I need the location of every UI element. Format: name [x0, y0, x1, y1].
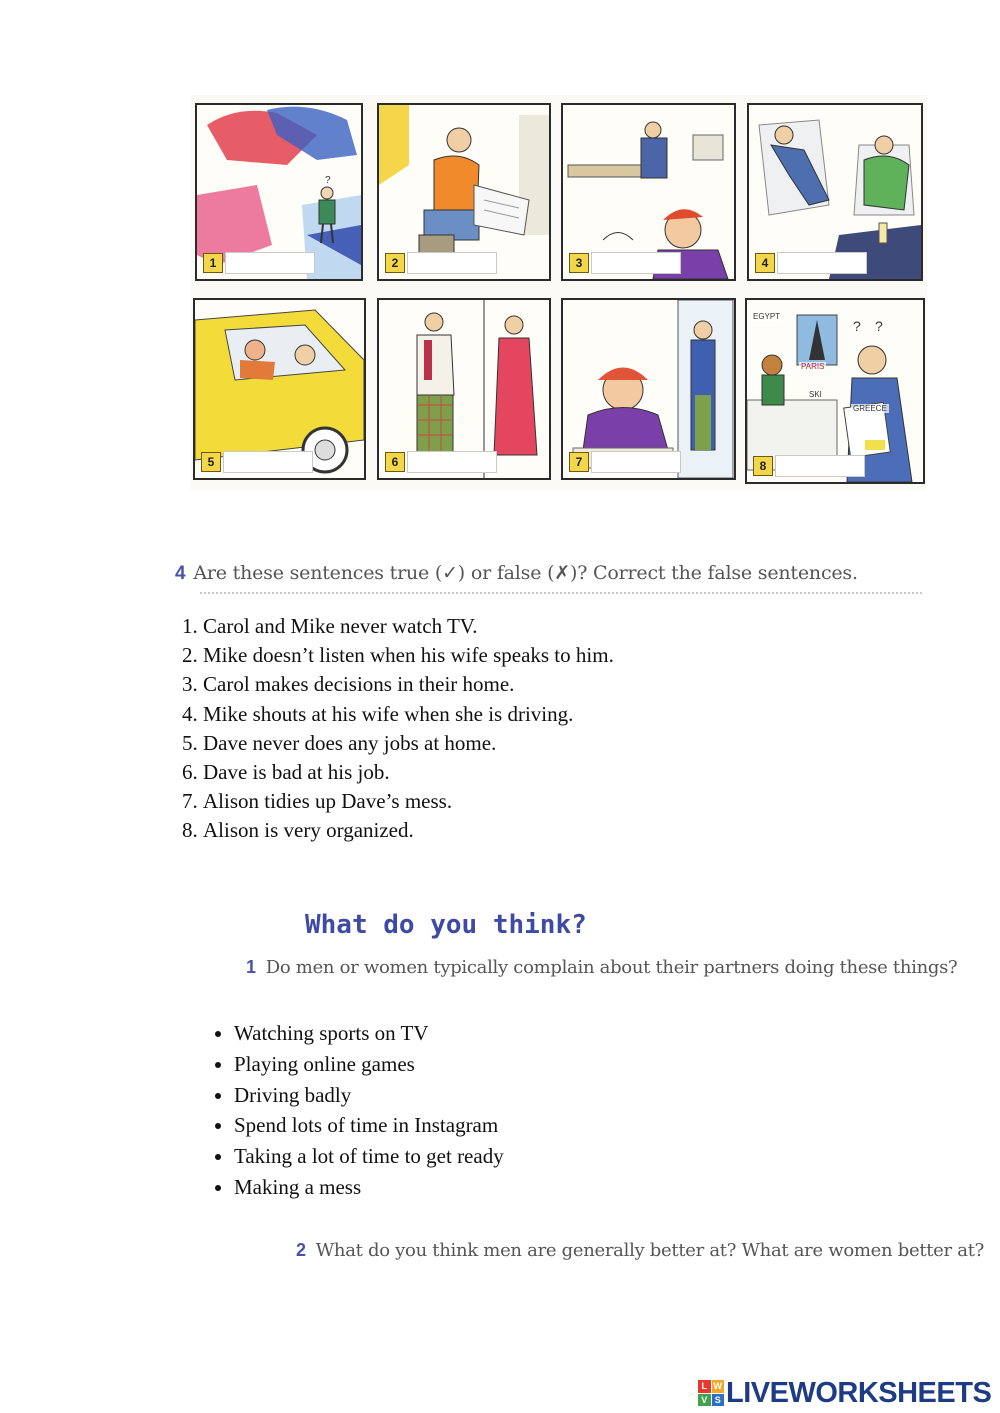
list-item: • Making a mess [234, 1172, 734, 1203]
question-number: 1 [246, 957, 256, 977]
brand-name: LIVEWORKSHEETS [726, 1376, 992, 1409]
greece-sign: GREECE [853, 404, 887, 413]
panel-number: 1 [203, 253, 223, 273]
comic-panel-8 [745, 298, 925, 484]
question-1 [246, 957, 957, 978]
answer-field[interactable] [407, 451, 497, 473]
list-item: • Watching sports on TV [234, 1018, 734, 1049]
answer-field[interactable] [223, 451, 313, 473]
answer-field[interactable] [591, 451, 681, 473]
list-item: • Driving badly [234, 1080, 734, 1111]
answer-field[interactable] [777, 252, 867, 274]
brand-mark-icon [698, 1380, 724, 1406]
question-text: What do you think men are generally better at? What are women better at? [315, 1240, 984, 1261]
comic-panel-2 [377, 103, 551, 281]
sentence-item: 3. Carol makes decisions in their home. [203, 670, 903, 699]
sentence-item: 8. Alison is very organized. [203, 816, 903, 845]
comic-panel-4 [747, 103, 923, 281]
exercise-4-heading [175, 562, 858, 585]
svg-text:?: ? [325, 175, 331, 186]
sentence-item: 4. Mike shouts at his wife when she is driving. [203, 700, 903, 729]
comic-panel-1 [195, 103, 363, 281]
list-item: • Taking a lot of time to get ready [234, 1141, 734, 1172]
list-item: • Spend lots of time in Instagram [234, 1110, 734, 1141]
panel-number: 5 [201, 452, 221, 472]
sentence-item: 5. Dave never does any jobs at home. [203, 729, 903, 758]
complaint-list [190, 1018, 734, 1203]
panel-number: 2 [385, 253, 405, 273]
brand-mark-letter: V [698, 1394, 711, 1407]
liveworksheets-logo [698, 1377, 991, 1409]
answer-field[interactable] [407, 252, 497, 274]
panel-number: 7 [569, 452, 589, 472]
section-title: What do you think? [305, 910, 587, 940]
question-number: 2 [296, 1240, 306, 1260]
cropped-text-line [200, 592, 922, 598]
question-mark: ? [875, 318, 883, 334]
question-mark: ? [853, 318, 861, 334]
sentence-item: 7. Alison tidies up Dave’s mess. [203, 787, 903, 816]
list-item: • Playing online games [234, 1049, 734, 1080]
brand-mark-letter: W [713, 1381, 722, 1391]
egypt-sign: EGYPT [753, 312, 781, 321]
comic-strip [190, 95, 927, 490]
sentence-item: 2. Mike doesn’t listen when his wife speaks to him. [203, 641, 903, 670]
answer-field[interactable] [775, 455, 865, 477]
sentence-list [160, 612, 903, 846]
brand-mark-letter: S [712, 1394, 725, 1407]
sentence-item: 6. Dave is bad at his job. [203, 758, 903, 787]
panel-number: 4 [755, 253, 775, 273]
exercise-instruction: Are these sentences true (✓) or false (✗)? Correct the false sentences. [193, 562, 858, 584]
question-2 [296, 1240, 984, 1261]
panel-number: 6 [385, 452, 405, 472]
comic-panel-7 [561, 298, 736, 480]
panel-number: 3 [569, 253, 589, 273]
ski-sign: SKI [809, 390, 822, 399]
panel-number: 8 [753, 456, 773, 476]
comic-panel-5 [193, 298, 366, 480]
question-text: Do men or women typically complain about their partners doing these things? [265, 957, 958, 978]
answer-field[interactable] [591, 252, 681, 274]
comic-panel-3 [561, 103, 736, 281]
comic-panel-6 [377, 298, 551, 480]
brand-mark-letter: L [698, 1380, 711, 1393]
paris-sign: PARIS [801, 362, 825, 371]
answer-field[interactable] [225, 252, 315, 274]
exercise-number: 4 [175, 563, 186, 584]
sentence-item: 1. Carol and Mike never watch TV. [203, 612, 903, 641]
